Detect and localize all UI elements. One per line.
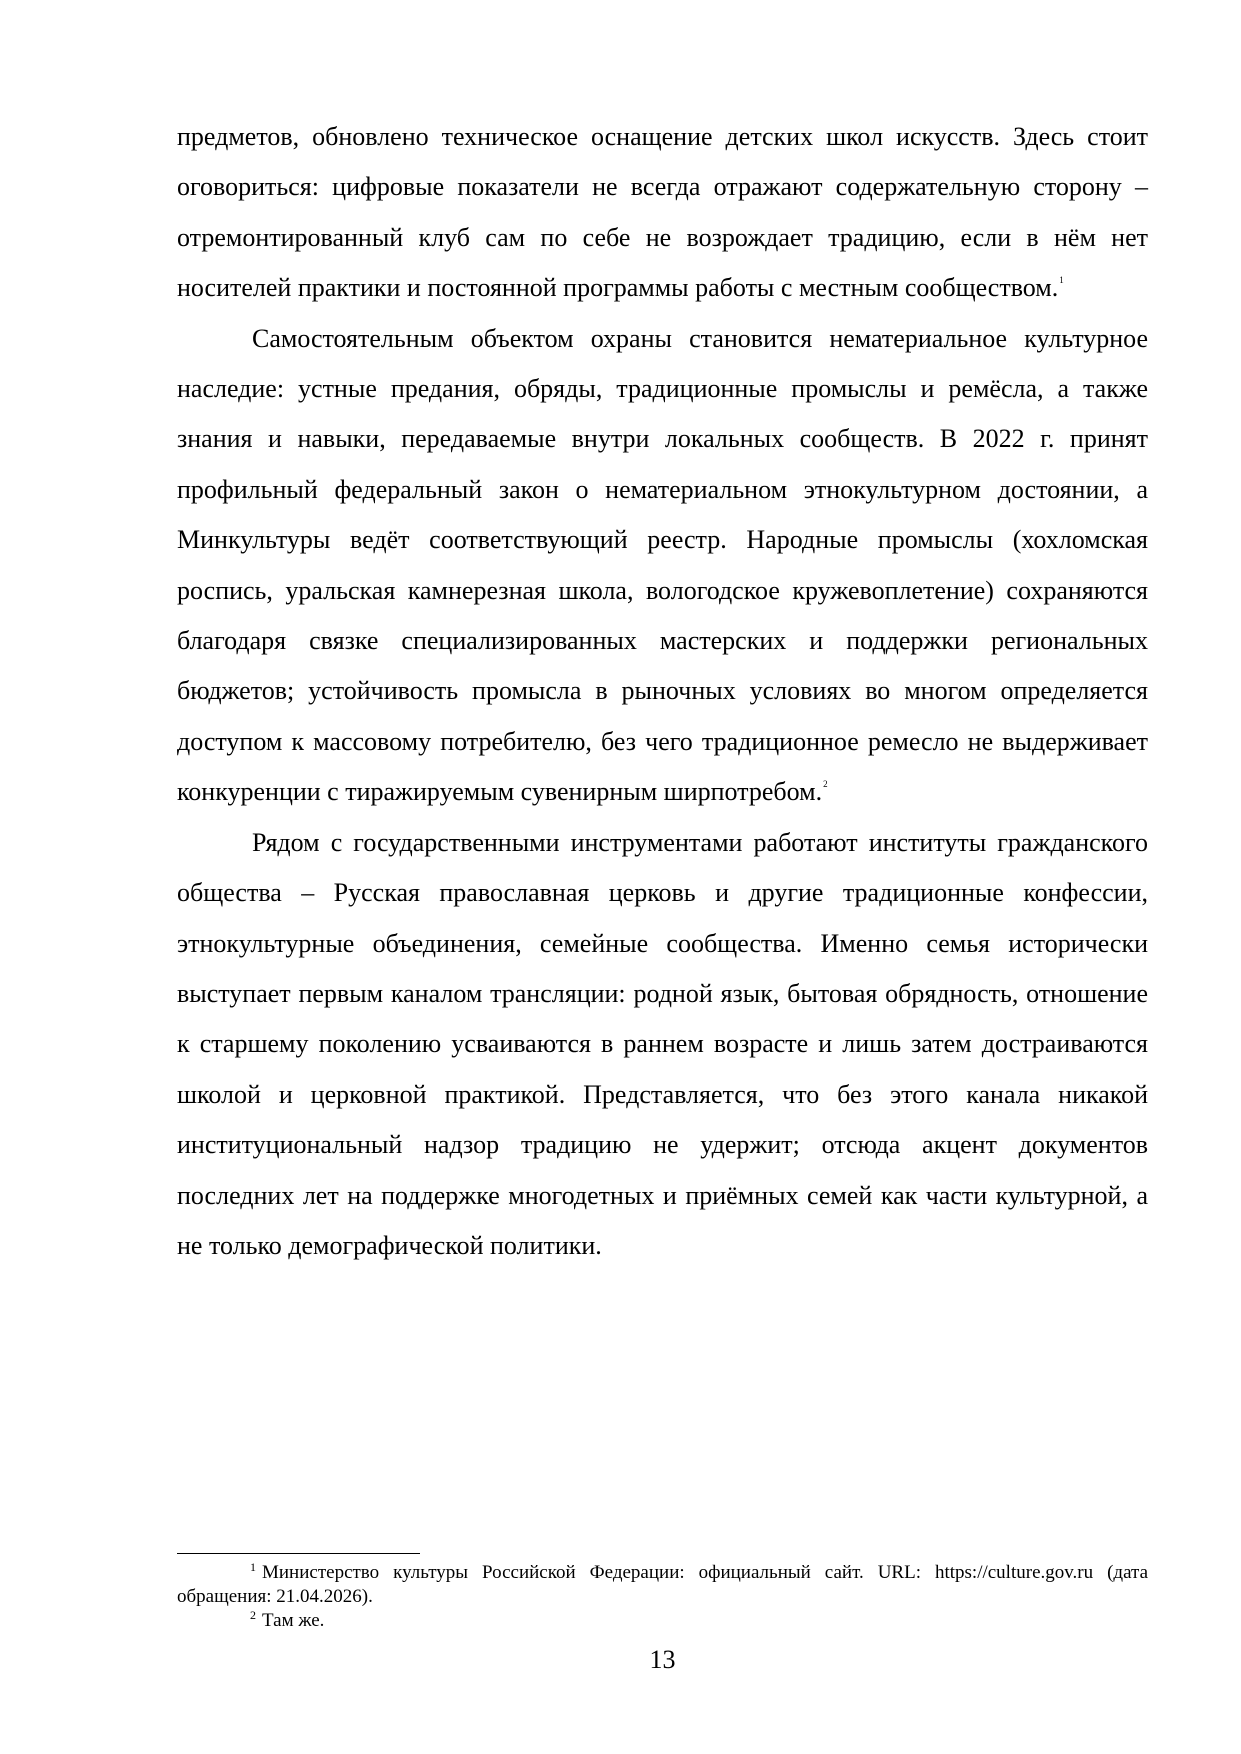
paragraph-1	[177, 112, 1148, 314]
paragraph-3-text: Рядом с государственными инструментами работают институты гражданского общества – Русская православная церковь и другие традиционные конфессии, этнокультурные объединения, семейные сообщества. Именно семья исторически выступает первым каналом трансляции: родной язык, бытовая обрядность, отношение к старшему поколению усваиваются в раннем возрасте и лишь затем достраиваются школой и церковной практикой. Представляется, что без этого канала никакой институциональный надзор традицию не удержит; отсюда акцент документов последних лет на поддержке многодетных и приёмных семей как части культурной, а не только демографической политики.	[177, 827, 1148, 1260]
footnote-ref-2[interactable]: 2	[823, 778, 828, 789]
footnote-2-number: 2	[250, 1607, 256, 1622]
footnote-1	[177, 1561, 1148, 1609]
paragraph-2-text: Самостоятельным объектом охраны становится нематериальное культурное наследие: устные предания, обряды, традиционные промыслы и ремёсла, а также знания и навыки, передаваемые внутри локальных сообществ. В 2022 г. принят профильный федеральный закон о нематериальном этнокультурном достоянии, а Минкультуры ведёт соответствующий реестр. Народные промыслы (хохломская роспись, уральская камнерезная школа, вологодское кружевоплетение) сохраняются благодаря связке специализированных мастерских и поддержки региональных бюджетов; устойчивость промысла в рыночных условиях во многом определяется доступом к массовому потребителю, без чего традиционное ремесло не выдерживает конкуренции с тиражируемым сувенирным ширпотребом.	[177, 323, 1148, 807]
paragraph-1-text: предметов, обновлено техническое оснащение детских школ искусств. Здесь стоит оговориться: цифровые показатели не всегда отражают содержательную сторону – отремонтированный клуб сам по себе не возрождает традицию, если в нём нет носителей практики и постоянной программы работы с местным сообществом.	[177, 122, 1148, 303]
footnote-1-text: Министерство культуры Российской Федерации: официальный сайт. URL: https://culture.gov.ru (дата обращения: 21.04.2026).	[177, 1562, 1148, 1607]
footnote-1-number: 1	[250, 1559, 256, 1574]
footnotes	[177, 1561, 1148, 1633]
body-text	[177, 112, 1148, 1271]
paragraph-2	[177, 314, 1148, 818]
footnote-2	[177, 1609, 1148, 1633]
paragraph-3	[177, 818, 1148, 1272]
page-number: 13	[649, 1645, 676, 1674]
footnote-ref-1[interactable]: 1	[1059, 274, 1064, 285]
footnote-separator	[177, 1553, 420, 1554]
footnote-2-text: Там же.	[262, 1610, 325, 1631]
